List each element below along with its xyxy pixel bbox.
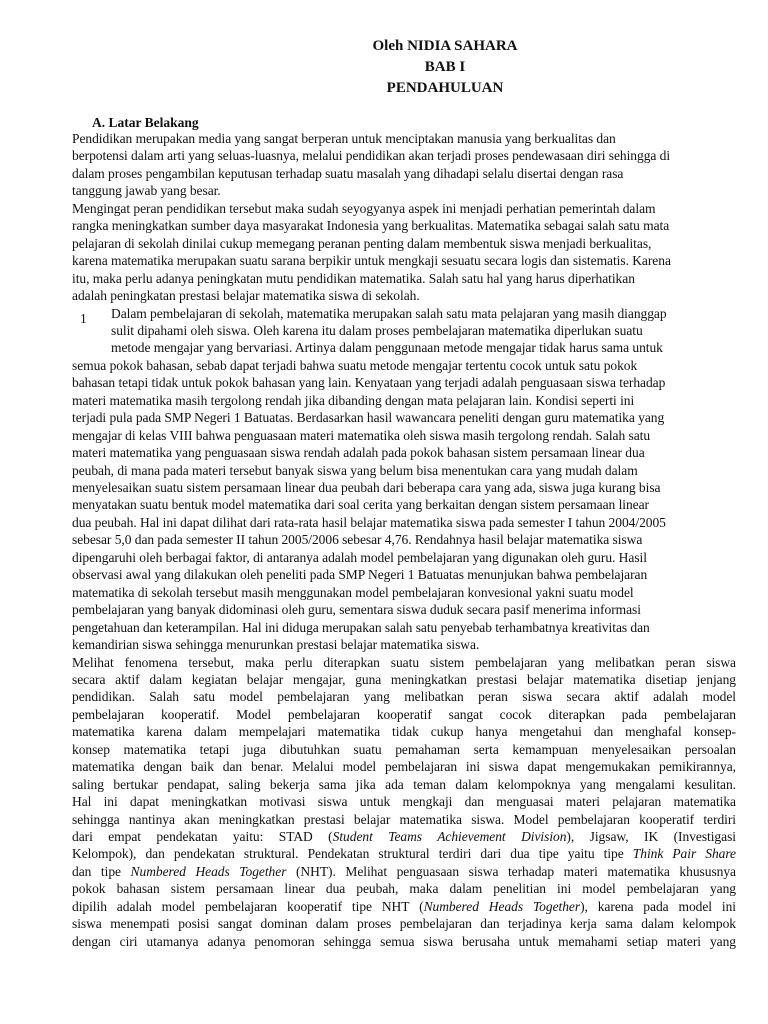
section-heading: A. Latar Belakang [92, 115, 199, 130]
chapter-number: BAB I [424, 59, 466, 75]
text-line: adalah peningkatan prestasi belajar matematika siswa di sekolah. [72, 288, 420, 303]
text-line: saling bertukar pendapat, saling bekerja sama jika ada teman dalam kelompoknya yang mengalami kesulitan. [72, 776, 736, 792]
text-line: matematika dengan baik dan benar. Melalui model pembelajaran ini siswa dapat mengemukakan pemikirannya, [72, 759, 736, 775]
text-line: Hal ini dapat meningkatkan motivasi siswa untuk mengkaji dan menguasai materi pelajaran matematika [72, 794, 736, 810]
chapter-title: PENDAHULUAN [386, 80, 504, 96]
italic-term: Numbered Heads Together [423, 898, 581, 914]
text-line: pelajaran di sekolah dinilai cukup memegang peranan penting dalam membentuk siswa menjadi berkualitas, [72, 235, 652, 251]
text-line: Dalam pembelajaran di sekolah, matematika merupakan salah satu mata pelajaran yang masih dianggap [111, 305, 667, 321]
text-line: dua peubah. Hal ini dapat dilihat dari rata-rata hasil belajar matematika siswa pada semester I tahun 2004/2005 [72, 514, 666, 530]
text-line: Pendidikan merupakan media yang sangat berperan untuk menciptakan manusia yang berkualitas dan [72, 131, 616, 146]
text-line: pokok bahasan sistem persamaan linear dua peubah, maka dalam penelitian ini model pembelajaran yang [72, 881, 736, 897]
text-line: siswa menempati posisi sangat dominan dalam proses pembelajaran dan terjadinya kerja sama dalam kelompok [72, 916, 736, 932]
text-line: bahasan tetapi tidak untuk pokok bahasan yang lain. Kenyataan yang terjadi adalah penguasaan siswa terhadap [72, 375, 666, 391]
text-line: kemandirian siswa sehingga menurunkan prestasi belajar matematika siswa. [72, 637, 480, 652]
italic-term: Student Teams Achievement Division [332, 829, 567, 844]
text-line: itu, maka perlu adanya peningkatan mutu pendidikan matematika. Salah satu hal yang harus diperhatikan [72, 270, 635, 286]
text-line: matematika di sekolah tersebut masih menggunakan model pembelajaran konvesional yakni suatu model [72, 584, 634, 600]
text-line: dipilih adalah model pembelajaran kooperatif tipe NHT (Numbered Heads Together), karena pada model ini [72, 898, 736, 914]
text-line: observasi awal yang dilakukan oleh peneliti pada SMP Negeri 1 Batuatas menunjukan bahwa pembelajaran [72, 567, 648, 583]
italic-term: Think Pair Share [632, 846, 736, 862]
text-line: menyelesaikan suatu sistem persamaan linear dua peubah dari beberapa cara yang ada, siswa juga kurang bisa [72, 480, 661, 495]
text-line: berpotensi dalam arti yang seluas-luasnya, melalui pendidikan akan terjadi proses pendewasaan diri sehingga di [72, 148, 671, 164]
text-line: karena matematika merupakan suatu sarana berpikir untuk mengkaji sesuatu secara logis dan sistematis. Karena [72, 253, 671, 269]
text-line: sehingga nantinya akan meningkatkan prestasi belajar matematika siswa. Model pembelajaran kooperatif terdiri [72, 811, 736, 827]
text-line: materi matematika masih tergolong rendah jika dibanding dengan mata pelajaran lain. Kondisi seperti ini [72, 392, 635, 408]
text-line: Mengingat peran pendidikan tersebut maka sudah seyogyanya aspek ini menjadi perhatian pemerintah dalam [72, 200, 656, 216]
text-line: Kelompok), dan pendekatan struktural. Pendekatan struktural terdiri dari dua tipe yaitu tipe Think Pair Share [72, 846, 736, 862]
text-line: sulit dipahami oleh siswa. Oleh karena itu dalam proses pembelajaran matematika diperlukan suatu [111, 322, 643, 338]
list-marker: 1 [80, 311, 87, 326]
text-line: dengan ciri utamanya adanya penomoran sehingga semua siswa berusaha untuk memahami setiap materi yang [72, 933, 736, 949]
text-line: peubah, di mana pada materi tersebut banyak siswa yang belum bisa menentukan cara yang mudah dalam [72, 462, 638, 478]
text-line: mengajar di kelas VIII bahwa penguasaan materi matematika oleh siswa masih tergolong rendah. Salah satu [72, 427, 651, 443]
text-line: menyatakan suatu bentuk model matematika dari soal cerita yang berkaitan dengan sistem persamaan linear [72, 497, 650, 513]
text-line: dan tipe Numbered Heads Together (NHT). Melihat penguasaan siswa terhadap materi matematika khususnya [72, 863, 736, 879]
text-line: matematika karena dalam mempelajari matematika tidak cukup hanya mengetahui dan menghafal konsep- [72, 724, 736, 740]
text-line: secara aktif dalam kegiatan belajar mengajar, guna meningkatkan prestasi belajar matematika disetiap jenjang [72, 671, 736, 687]
text-line: semua pokok bahasan, sebab dapat terjadi bahwa suatu metode mengajar tertentu cocok untuk satu pokok [72, 357, 638, 373]
text-line: dipengaruhi oleh berbagai faktor, di antaranya adalah model pembelajaran yang digunakan oleh guru. Hasil [72, 549, 647, 565]
italic-term: Numbered Heads Together [130, 863, 287, 879]
text-line: pengetahuan dan keterampilan. Hal ini diduga merupakan salah satu penyebab terhambatnya kreativitas dan [72, 619, 650, 635]
text-line: konsep matematika tetapi juga dibutuhkan suatu pemahaman serta kemampuan menyelesaikan persoalan [72, 741, 736, 757]
text-line: rangka meningkatkan sumber daya masyarakat Indonesia yang berkualitas. Matematika sebagai salah satu mata [72, 218, 670, 234]
text-line: terjadi pula pada SMP Negeri 1 Batuatas. Berdasarkan hasil wawancara peneliti dengan guru matematika yang [72, 410, 665, 426]
author-line: Oleh NIDIA SAHARA [372, 38, 518, 54]
text-line: metode mengajar yang bervariasi. Artinya dalam penggunaan metode mengajar tidak harus sama untuk [111, 340, 663, 356]
text-line: Melihat fenomena tersebut, maka perlu diterapkan suatu sistem pembelajaran yang melibatkan peran siswa [72, 654, 736, 670]
text-line: dalam proses pengambilan keputusan terhadap suatu masalah yang dihadapi selalu disertai dengan rasa [72, 165, 624, 181]
text-line: tanggung jawab yang besar. [72, 183, 221, 199]
text-line: dari empat pendekatan yaitu: STAD (Student Teams Achievement Division), Jigsaw, IK (Investigasi [72, 829, 736, 844]
text-line: materi matematika yang penguasaan siswa rendah adalah pada pokok bahasan sistem persamaan linear dua [72, 445, 645, 461]
text-line: pembelajaran yang banyak didominasi oleh guru, sementara siswa duduk secara pasif menerima informasi [72, 602, 641, 618]
text-line: sebesar 5,0 dan pada semester II tahun 2005/2006 sebesar 4,76. Rendahnya hasil belajar matematika siswa [72, 532, 643, 548]
text-line: pembelajaran kooperatif. Model pembelajaran kooperatif sangat cocok diterapkan pada pembelajaran [72, 706, 736, 722]
text-line: pendidikan. Salah satu model pembelajaran yang melibatkan peran siswa secara aktif adalah model [72, 689, 736, 705]
